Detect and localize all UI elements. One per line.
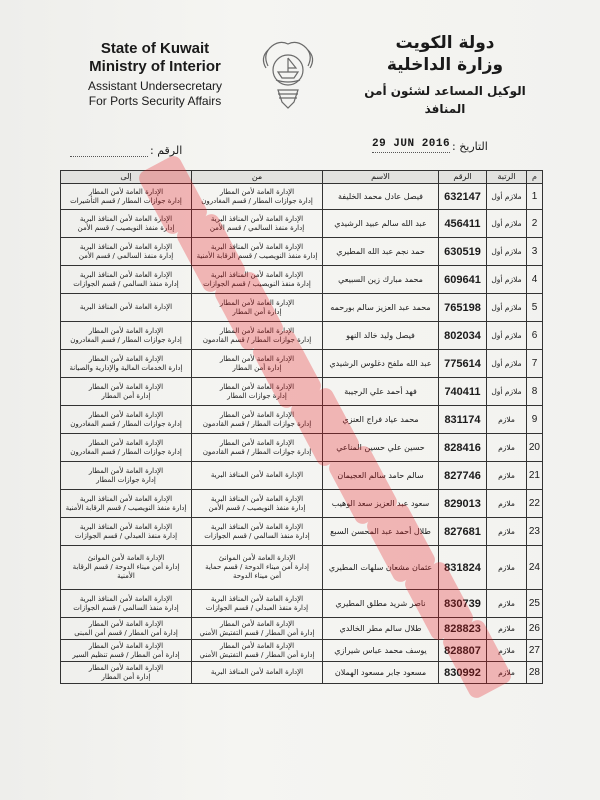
row-from-line: إدارة جوازات المطار / قسم القادمون [202, 419, 312, 428]
row-rank: ملازم [487, 434, 527, 462]
row-index: 26 [527, 618, 543, 640]
row-to-line: إدارة أمن المطار [101, 672, 151, 681]
row-from-line: إدارة منفذ النويصيب / قسم الجوازات [203, 279, 311, 288]
row-from-line: الإدارة العامة لأمن المطار [219, 410, 295, 419]
row-index: 7 [527, 350, 543, 378]
row-to-line: إدارة منفذ النويصيب / قسم الرقابة الأمنية [65, 503, 187, 512]
row-from [192, 434, 323, 462]
row-to-line: الإدارة العامة لأمن المطار [88, 466, 164, 475]
row-rank: ملازم [487, 406, 527, 434]
row-name: حمد نجم عبد الله المطيري [323, 238, 439, 266]
row-to-line: الإدارة العامة لأمن المطار [88, 187, 164, 196]
row-rank: ملازم [487, 618, 527, 640]
row-from-line: الإدارة العامة لأمن المطار [219, 438, 295, 447]
row-from [192, 490, 323, 518]
row-index: 25 [527, 590, 543, 618]
row-to-line: الإدارة العامة لأمن المطار [88, 641, 164, 650]
row-rank: ملازم أول [487, 184, 527, 210]
col-header-rank: الرتبة [487, 171, 527, 184]
row-to-line: الإدارة العامة لأمن المنافذ البرية [79, 270, 173, 279]
row-from [192, 546, 323, 590]
row-from-line: الإدارة العامة لأمن المطار [219, 326, 295, 335]
office-name-ar: الوكيل المساعد لشئون أمن المنافذ [364, 84, 526, 116]
row-to-line: الإدارة العامة لأمن المطار [88, 354, 164, 363]
row-name: مسعود جابر مسعود الهملان [323, 662, 439, 684]
row-from-line: الإدارة العامة لأمن المنافذ البرية [210, 494, 304, 503]
row-from-line: الإدارة العامة لأمن المنافذ البرية [210, 242, 304, 251]
table-row [61, 378, 543, 406]
row-index: 4 [527, 266, 543, 294]
row-to-line: إدارة جوازات المطار [96, 475, 156, 484]
row-from-line: الإدارة العامة لأمن المنافذ البرية [210, 594, 304, 603]
row-to-line: إدارة أمن المطار [101, 391, 151, 400]
office-name-en-1: Assistant Undersecretary [87, 79, 223, 93]
row-index: 6 [527, 322, 543, 350]
table-row [61, 406, 543, 434]
row-name: ناصر شريد مطلق المطيري [323, 590, 439, 618]
row-to [61, 618, 192, 640]
row-from-line: الإدارة العامة لأمن المطار [219, 187, 295, 196]
row-name: يوسف محمد عباس شيرازي [323, 640, 439, 662]
table-row [61, 590, 543, 618]
row-rank: ملازم أول [487, 322, 527, 350]
row-to-line: إدارة منفذ العبدلي / قسم الجوازات [74, 531, 178, 540]
col-header-name: الاسم [323, 171, 439, 184]
table-row [61, 618, 543, 640]
table-row [61, 184, 543, 210]
ref-line [70, 156, 148, 157]
row-from [192, 322, 323, 350]
table-row [61, 434, 543, 462]
row-from [192, 294, 323, 322]
row-name: سعود عبد العزيز سعد الوهيب [323, 490, 439, 518]
row-to [61, 210, 192, 238]
row-from-line: إدارة منفذ السالمي / قسم الجوازات [204, 531, 310, 540]
table-row [61, 490, 543, 518]
row-rank: ملازم [487, 640, 527, 662]
row-rank: ملازم أول [487, 350, 527, 378]
col-header-from: من [192, 171, 323, 184]
row-number: 828807 [439, 640, 487, 662]
row-to-line: الإدارة العامة لأمن المطار [88, 410, 164, 419]
date-stamp: 29 JUN 2016 [372, 138, 451, 150]
row-to-line: الأمنية [117, 572, 135, 580]
row-number: 828823 [439, 618, 487, 640]
row-from-line: إدارة جوازات المطار / قسم المغادرون [201, 196, 313, 205]
date-line [372, 152, 450, 153]
table-row [61, 238, 543, 266]
table-row [61, 462, 543, 490]
col-header-index: م [527, 171, 543, 184]
row-from [192, 266, 323, 294]
row-to [61, 662, 192, 684]
row-index: 23 [527, 518, 543, 546]
table-row [61, 546, 543, 590]
row-number: 830992 [439, 662, 487, 684]
row-to-line: الإدارة العامة لأمن المطار [88, 438, 164, 447]
row-index: 24 [527, 546, 543, 590]
row-name: عبد الله ملفح دغلوس الرشيدي [323, 350, 439, 378]
row-to [61, 322, 192, 350]
row-from-line: الإدارة العامة لأمن المنافذ البرية [210, 522, 304, 531]
row-from-line: إدارة جوازات المطار / قسم القادمون [202, 447, 312, 456]
row-index: 2 [527, 210, 543, 238]
row-from-line: الإدارة العامة لأمن المطار [219, 382, 295, 391]
state-name-en: State of Kuwait [100, 40, 210, 57]
row-to [61, 378, 192, 406]
row-to [61, 546, 192, 590]
row-rank: ملازم أول [487, 210, 527, 238]
row-name: فهد أحمد علي الرجيبة [323, 378, 439, 406]
row-name: سالم حامد سالم العجيمان [323, 462, 439, 490]
row-index: 9 [527, 406, 543, 434]
row-number: 829013 [439, 490, 487, 518]
ministry-name-en: Ministry of Interior [89, 58, 221, 75]
row-from [192, 662, 323, 684]
row-to-line: الإدارة العامة لأمن المنافذ البرية [79, 494, 173, 503]
row-number: 765198 [439, 294, 487, 322]
row-to [61, 518, 192, 546]
row-rank: ملازم [487, 518, 527, 546]
row-rank: ملازم [487, 546, 527, 590]
row-from-line: إدارة أمن المطار / قسم التفتيش الأمني [199, 650, 315, 659]
row-name: طلال سالم مطر الخالدي [323, 618, 439, 640]
ref-label: الرقم : [150, 144, 183, 157]
row-to-line: إدارة أمن المطار / قسم أمن المبنى [74, 628, 178, 637]
row-to [61, 434, 192, 462]
row-to-line: إدارة جوازات المطار / قسم التأشيرات [70, 196, 182, 205]
row-to [61, 590, 192, 618]
row-to-line: الإدارة العامة لأمن المطار [88, 663, 164, 672]
row-from [192, 378, 323, 406]
row-name: محمد مبارك زين السبيعي [323, 266, 439, 294]
row-rank: ملازم أول [487, 238, 527, 266]
row-number: 830739 [439, 590, 487, 618]
row-to-line: إدارة الخدمات المالية والإدارية والصيانة [69, 363, 183, 372]
row-from-line: إدارة منفذ السالمي / قسم الأمن [209, 223, 305, 232]
row-to-line: إدارة منفذ النويصيب / قسم الأمن [77, 223, 175, 232]
row-to [61, 266, 192, 294]
row-index: 5 [527, 294, 543, 322]
row-from [192, 640, 323, 662]
row-to [61, 462, 192, 490]
row-rank: ملازم أول [487, 266, 527, 294]
row-to-line: إدارة جوازات المطار / قسم المغادرون [70, 447, 182, 456]
row-from-line: الإدارة العامة لأمن المنافذ البرية [210, 270, 304, 279]
row-name: عثمان مشعان سلهات المطيري [323, 546, 439, 590]
row-to-line: الإدارة العامة لأمن الموانئ [87, 554, 165, 562]
row-rank: ملازم [487, 590, 527, 618]
row-number: 802034 [439, 322, 487, 350]
row-from-line: إدارة أمن ميناء الدوحة / قسم حماية [205, 563, 309, 571]
row-index: 3 [527, 238, 543, 266]
row-rank: ملازم أول [487, 294, 527, 322]
row-from-line: إدارة جوازات المطار [227, 391, 287, 400]
row-from [192, 462, 323, 490]
row-to-line: إدارة منفذ السالمي / قسم الجوازات [73, 603, 179, 612]
row-from-line: الإدارة العامة لأمن الموانئ [218, 554, 296, 562]
row-from [192, 618, 323, 640]
row-name: فيصل وليد خالد النهو [323, 322, 439, 350]
row-to [61, 184, 192, 210]
row-from-line: الإدارة العامة لأمن المطار [219, 298, 295, 307]
row-name: محمد عياد فراج العنزي [323, 406, 439, 434]
table-header-row [61, 171, 543, 184]
row-from-line: إدارة أمن المطار [232, 307, 282, 316]
row-number: 827681 [439, 518, 487, 546]
row-to-line: إدارة منفذ السالمي / قسم الأمن [78, 251, 174, 260]
row-from [192, 210, 323, 238]
row-from-line: إدارة منفذ النويصيب / قسم الرقابة الأمنية [196, 251, 318, 260]
row-from [192, 518, 323, 546]
row-number: 828416 [439, 434, 487, 462]
col-header-to: إلى [61, 171, 192, 184]
row-from-line: إدارة جوازات المطار / قسم القادمون [202, 335, 312, 344]
row-from [192, 406, 323, 434]
table-row [61, 518, 543, 546]
row-number: 831824 [439, 546, 487, 590]
row-from-line: إدارة منفذ النويصيب / قسم الأمن [208, 503, 306, 512]
row-index: 8 [527, 378, 543, 406]
state-name-ar: دولة الكويت [395, 33, 495, 53]
row-from-line: الإدارة العامة لأمن المطار [219, 354, 295, 363]
row-number: 632147 [439, 184, 487, 210]
row-name: حسين علي حسين المناعي [323, 434, 439, 462]
row-to [61, 238, 192, 266]
row-name: محمد عبد العزيز سالم بورحمه [323, 294, 439, 322]
table-row [61, 640, 543, 662]
transfer-table [60, 170, 543, 684]
row-to-line: الإدارة العامة لأمن المنافذ البرية [79, 242, 173, 251]
ministry-name-ar: وزارة الداخلية [386, 55, 504, 75]
row-from-line: إدارة أمن المطار / قسم التفتيش الأمني [199, 628, 315, 637]
row-from [192, 238, 323, 266]
row-number: 827746 [439, 462, 487, 490]
office-name-en-2: For Ports Security Affairs [88, 94, 222, 108]
row-number: 630519 [439, 238, 487, 266]
kuwait-coat-of-arms-icon [258, 36, 318, 116]
row-from-line: إدارة أمن المطار [232, 363, 282, 372]
row-from [192, 590, 323, 618]
row-name: عبد الله سالم عبيد الرشيدي [323, 210, 439, 238]
row-from [192, 184, 323, 210]
row-number: 775614 [439, 350, 487, 378]
row-number: 831174 [439, 406, 487, 434]
row-rank: ملازم أول [487, 378, 527, 406]
row-index: 1 [527, 184, 543, 210]
row-to-line: إدارة جوازات المطار / قسم المغادرون [70, 335, 182, 344]
header-arabic [350, 32, 540, 118]
row-from-line: الإدارة العامة لأمن المطار [219, 619, 295, 628]
row-to [61, 406, 192, 434]
row-name: فيصل عادل محمد الخليفة [323, 184, 439, 210]
row-from-line: الإدارة العامة لأمن المنافذ البرية [210, 471, 304, 479]
row-to [61, 350, 192, 378]
row-index: 27 [527, 640, 543, 662]
row-rank: ملازم [487, 490, 527, 518]
row-rank: ملازم [487, 662, 527, 684]
table-row [61, 294, 543, 322]
table-row [61, 350, 543, 378]
row-from-line: إدارة منفذ العبدلي / قسم الجوازات [205, 603, 309, 612]
table-row [61, 266, 543, 294]
row-name: طلال أحمد عبد المحسن السبع [323, 518, 439, 546]
row-to-line: الإدارة العامة لأمن المنافذ البرية [79, 594, 173, 603]
row-to [61, 490, 192, 518]
row-from-line: الإدارة العامة لأمن المطار [219, 641, 295, 650]
row-from-line: الإدارة العامة لأمن المنافذ البرية [210, 668, 304, 676]
row-rank: ملازم [487, 462, 527, 490]
row-to [61, 294, 192, 322]
col-header-number: الرقم [439, 171, 487, 184]
row-to-line: إدارة أمن المطار / قسم تنظيم السير [72, 650, 180, 659]
table-row [61, 322, 543, 350]
row-from-line: الإدارة العامة لأمن المنافذ البرية [210, 214, 304, 223]
row-to-line: الإدارة العامة لأمن المطار [88, 382, 164, 391]
row-to-line: إدارة جوازات المطار / قسم المغادرون [70, 419, 182, 428]
row-index: 28 [527, 662, 543, 684]
row-index: 20 [527, 434, 543, 462]
row-number: 456411 [439, 210, 487, 238]
row-number: 609641 [439, 266, 487, 294]
row-number: 740411 [439, 378, 487, 406]
row-to-line: إدارة منفذ السالمي / قسم الجوازات [73, 279, 179, 288]
row-to-line: الإدارة العامة لأمن المنافذ البرية [79, 522, 173, 531]
row-to-line: الإدارة العامة لأمن المطار [88, 619, 164, 628]
row-to-line: إدارة أمن ميناء الدوحة / قسم الرقابة [72, 563, 180, 571]
row-from-line: أمن ميناء الدوحة [232, 572, 282, 580]
row-to-line: الإدارة العامة لأمن المنافذ البرية [79, 303, 173, 311]
row-from [192, 350, 323, 378]
table-row [61, 210, 543, 238]
row-index: 21 [527, 462, 543, 490]
header-english [60, 40, 250, 109]
table-row [61, 662, 543, 684]
row-to-line: الإدارة العامة لأمن المنافذ البرية [79, 214, 173, 223]
date-label: التاريخ : [452, 140, 488, 153]
row-to-line: الإدارة العامة لأمن المطار [88, 326, 164, 335]
row-to [61, 640, 192, 662]
row-index: 22 [527, 490, 543, 518]
